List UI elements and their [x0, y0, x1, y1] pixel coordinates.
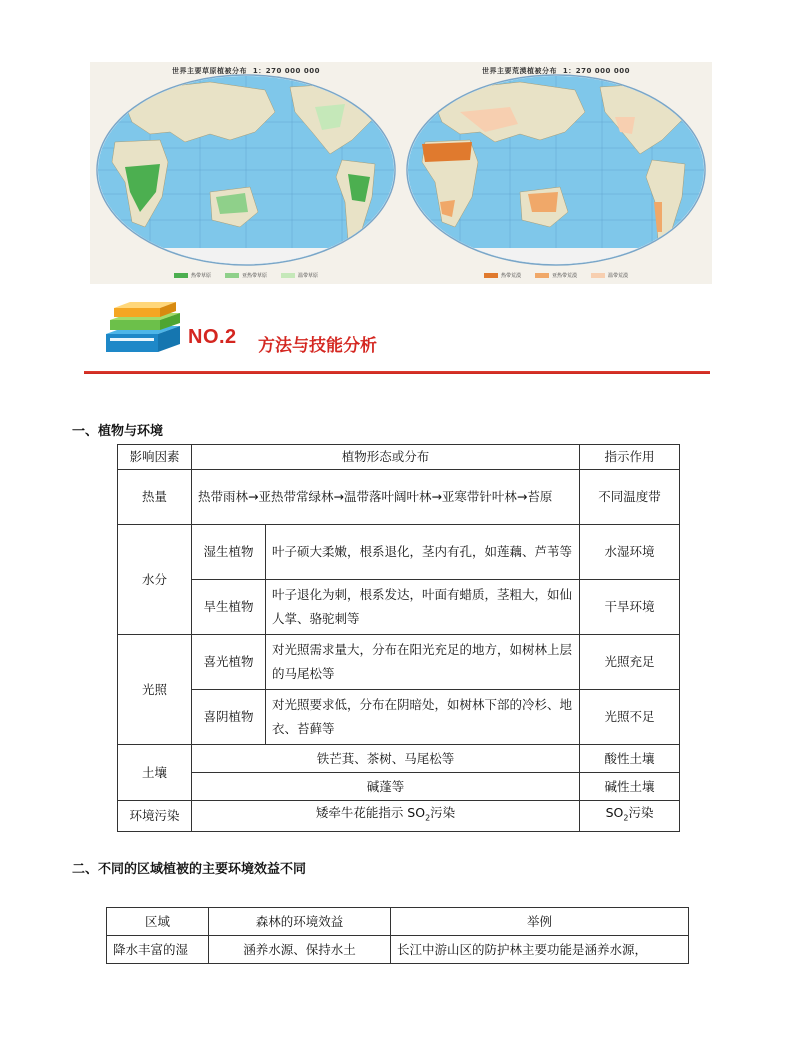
benefit-cell: 涵养水源、保持水土 [209, 936, 391, 964]
grassland-map [90, 62, 402, 284]
legend-swatch [484, 273, 498, 278]
legend-swatch [225, 273, 239, 278]
legend-item: 热带草原 [174, 272, 211, 279]
factor-cell: 土壤 [118, 745, 192, 801]
indicator-cell: $SO_2$污染 [580, 801, 680, 832]
table-header-cell: 指示作用 [580, 445, 680, 470]
table-row [118, 745, 680, 773]
banner-number: NO.2 [188, 326, 237, 348]
indicator-cell: 碱性土壤 [580, 773, 680, 801]
plant-type-cell: 湿生植物 [192, 525, 266, 580]
table-row [118, 773, 680, 801]
legend-swatch [591, 273, 605, 278]
table-row [118, 801, 680, 832]
table-row [118, 690, 680, 745]
banner-title: 方法与技能分析 [258, 336, 377, 356]
legend-item: 热带荒漠 [484, 272, 521, 279]
legend-item: 温带荒漠 [591, 272, 628, 279]
table-row [118, 580, 680, 635]
factor-cell: 光照 [118, 635, 192, 745]
plant-type-cell: 喜阴植物 [192, 690, 266, 745]
table-header-cell: 森林的环境效益 [209, 908, 391, 936]
indicator-cell: 水湿环境 [580, 525, 680, 580]
table-row [118, 635, 680, 690]
factor-cell: 环境污染 [118, 801, 192, 832]
plant-type-cell: 喜光植物 [192, 635, 266, 690]
plant-environment-table [117, 444, 680, 832]
banner-divider [84, 371, 710, 374]
section-heading: 一、植物与环境 [72, 424, 164, 439]
example-cell: 长江中游山区的防护林主要功能是涵养水源， [391, 936, 689, 964]
description-cell: 对光照要求低，分布在阴暗处，如树林下部的冷杉、地衣、苔藓等 [266, 690, 580, 745]
legend-item: 温带草原 [281, 272, 318, 279]
legend-item: 亚热带荒漠 [535, 272, 577, 279]
legend-item: 亚热带草原 [225, 272, 267, 279]
indicator-cell: 不同温度带 [580, 470, 680, 525]
description-cell: 叶子退化为刺，根系发达，叶面有蜡质，茎粗大，如仙人掌、骆驼刺等 [266, 580, 580, 635]
region-cell: 降水丰富的湿 [107, 936, 209, 964]
indicator-cell: 光照不足 [580, 690, 680, 745]
section-heading: 二、不同的区域植被的主要环境效益不同 [72, 862, 307, 877]
table-header-cell: 影响因素 [118, 445, 192, 470]
description-cell: 对光照需求量大，分布在阳光充足的地方，如树林上层的马尾松等 [266, 635, 580, 690]
indicator-cell: 干旱环境 [580, 580, 680, 635]
description-cell: 碱蓬等 [192, 773, 580, 801]
table-header-cell: 区域 [107, 908, 209, 936]
vegetation-benefit-table [106, 907, 689, 964]
table-header-cell: 举例 [391, 908, 689, 936]
description-cell: 叶子硕大柔嫩，根系退化，茎内有孔，如莲藕、芦苇等 [266, 525, 580, 580]
map-title: 世界主要草原植被分布 1：270 000 000 [172, 67, 320, 75]
legend-swatch [174, 273, 188, 278]
table-header-row [118, 445, 680, 470]
world-map-graphic [90, 62, 402, 284]
desert-map [400, 62, 712, 284]
map-legend [90, 272, 402, 279]
factor-cell: 水分 [118, 525, 192, 635]
factor-cell: 热量 [118, 470, 192, 525]
description-cell: 热带雨林→亚热带常绿林→温带落叶阔叶林→亚寒带针叶林→苔原 [192, 470, 580, 525]
table-row [107, 936, 689, 964]
description-cell: 铁芒萁、茶树、马尾松等 [192, 745, 580, 773]
books-icon [100, 300, 186, 360]
map-title: 世界主要荒漠植被分布 1：270 000 000 [482, 67, 630, 75]
indicator-cell: 酸性土壤 [580, 745, 680, 773]
map-legend [400, 272, 712, 279]
plant-type-cell: 旱生植物 [192, 580, 266, 635]
description-cell: 矮牵牛花能指示 $SO_2$污染 [192, 801, 580, 832]
indicator-cell: 光照充足 [580, 635, 680, 690]
table-header-row [107, 908, 689, 936]
world-map-graphic [400, 62, 712, 284]
table-header-cell: 植物形态或分布 [192, 445, 580, 470]
table-row [118, 470, 680, 525]
table-row [118, 525, 680, 580]
legend-swatch [535, 273, 549, 278]
legend-swatch [281, 273, 295, 278]
